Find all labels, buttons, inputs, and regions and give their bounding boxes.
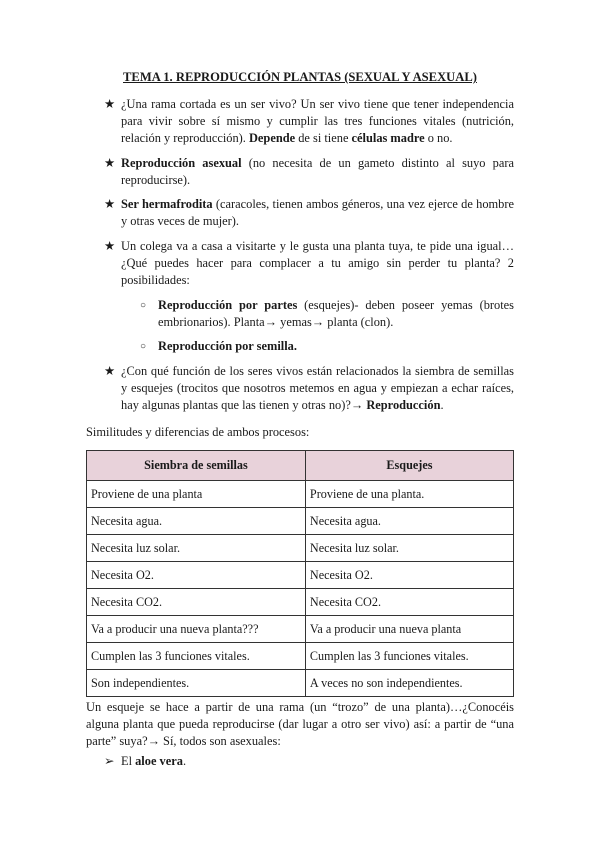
bullet-text: Un colega va a casa a visitarte y le gusta una planta tuya, te pide una igual…¿Qué puedes hacer para complacer a tu amigo sin perder tu planta? 2 posibilidades:	[121, 239, 514, 287]
table-row	[87, 616, 514, 643]
arrow-text: El aloe vera.	[121, 754, 187, 768]
table-cell: Necesita agua.	[305, 508, 513, 535]
table-cell: Necesita O2.	[87, 562, 306, 589]
bullet-item	[104, 363, 514, 414]
star-icon: ★	[104, 197, 116, 211]
table-row	[87, 508, 514, 535]
bullet-item	[104, 238, 514, 289]
column-header: Esquejes	[305, 451, 513, 481]
table-cell: Va a producir una nueva planta???	[87, 616, 306, 643]
table-cell: Cumplen las 3 funciones vitales.	[87, 643, 306, 670]
comparison-table	[86, 450, 514, 697]
star-icon: ★	[104, 156, 116, 170]
table-cell: Proviene de una planta.	[305, 481, 513, 508]
table-header-row	[87, 451, 514, 481]
circle-icon: ○	[140, 341, 147, 352]
bullet-text: ¿Con qué función de los seres vivos están relacionados la siembra de semillas y esquejes (trocitos que nosotros metemos en agua y empiezan a echar raíces, hay algunas plantas que las tienen y otras no)?→ Reproducción.	[121, 364, 514, 412]
table-cell: Son independientes.	[87, 670, 306, 697]
bullet-text: Ser hermafrodita (caracoles, tienen ambos géneros, una vez ejerce de hombre y otras veces de mujer).	[121, 197, 514, 228]
sub-item	[140, 297, 514, 331]
table-cell: Necesita CO2.	[305, 589, 513, 616]
star-icon: ★	[104, 364, 116, 378]
circle-icon: ○	[140, 300, 147, 311]
table-cell: Proviene de una planta	[87, 481, 306, 508]
column-header: Siembra de semillas	[87, 451, 306, 481]
table-intro: Similitudes y diferencias de ambos procesos:	[86, 425, 310, 439]
star-icon: ★	[104, 97, 116, 111]
table-row	[87, 670, 514, 697]
page-title: TEMA 1. REPRODUCCIÓN PLANTAS (SEXUAL Y ASEXUAL)	[123, 70, 477, 84]
table-row	[87, 643, 514, 670]
table-cell: Necesita luz solar.	[305, 535, 513, 562]
star-icon: ★	[104, 239, 116, 253]
bullet-item	[104, 155, 514, 189]
sub-text: Reproducción por partes (esquejes)- deben poseer yemas (brotes embrionarios). Planta→ yemas→ planta (clon).	[158, 298, 515, 329]
table-row	[87, 589, 514, 616]
table-row	[87, 562, 514, 589]
table-cell: A veces no son independientes.	[305, 670, 513, 697]
table-cell: Va a producir una nueva planta	[305, 616, 513, 643]
bullet-text: Reproducción asexual (no necesita de un gameto distinto al suyo para reproducirse).	[121, 156, 514, 187]
table-row	[87, 535, 514, 562]
bullet-item	[104, 96, 514, 147]
table-cell: Necesita CO2.	[87, 589, 306, 616]
bullet-item	[104, 196, 514, 230]
sub-text: Reproducción por semilla.	[158, 339, 297, 353]
table-row	[87, 481, 514, 508]
arrow-item	[104, 753, 514, 770]
table-cell: Necesita O2.	[305, 562, 513, 589]
table-cell: Necesita agua.	[87, 508, 306, 535]
sub-item	[140, 338, 514, 355]
table-cell: Cumplen las 3 funciones vitales.	[305, 643, 513, 670]
closing-paragraph: Un esqueje se hace a partir de una rama (un “trozo” de una planta)…¿Conocéis alguna planta que pueda reproducirse (dar lugar a otro ser vivo) así: a partir de “una parte” suya?→ Sí, todos son asexuales:	[86, 700, 514, 748]
table-cell: Necesita luz solar.	[87, 535, 306, 562]
arrow-icon: ➢	[104, 754, 115, 768]
bullet-text: ¿Una rama cortada es un ser vivo? Un ser vivo tiene que tener independencia para vivir sobre sí mismo y cumplir las tres funciones vitales (nutrición, relación y reproducción). Depende de si tiene células madre o no.	[121, 97, 514, 145]
